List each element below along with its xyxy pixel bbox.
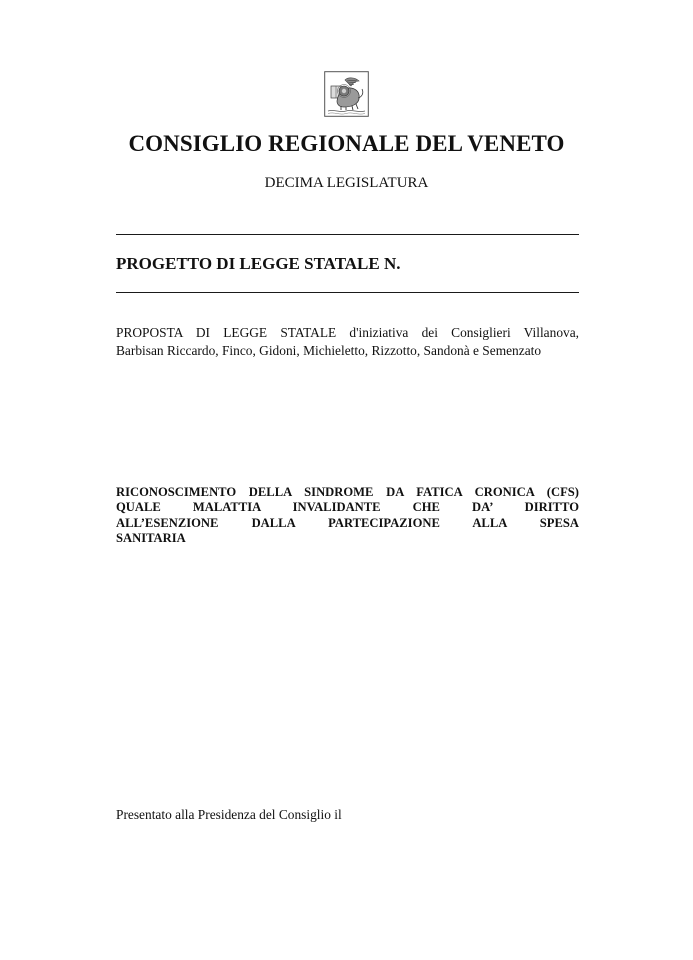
subject-line: RICONOSCIMENTO DELLA SINDROME DA FATICA CRONICA (CFS) <box>116 485 579 499</box>
law-heading: PROGETTO DI LEGGE STATALE N. <box>116 254 401 273</box>
subject-line: SANITARIA <box>116 530 186 545</box>
top-divider <box>116 234 579 235</box>
lion-emblem-icon <box>324 71 369 117</box>
proposal-line: Barbisan Riccardo, Finco, Gidoni, Michieletto, Rizzotto, Sandonà e Semenzato <box>116 342 542 358</box>
bottom-divider <box>116 292 579 293</box>
council-title: CONSIGLIO REGIONALE DEL VENETO <box>128 131 565 156</box>
subject-line: ALL’ESENZIONE DALLA PARTECIPAZIONE ALLA SPESA <box>116 515 579 530</box>
legislature-label: DECIMA LEGISLATURA <box>264 175 429 191</box>
proposal-line: PROPOSTA DI LEGGE STATALE d'iniziativa dei Consiglieri Villanova, <box>116 325 579 340</box>
subject-title <box>116 485 579 546</box>
presentation-note: Presentato alla Presidenza del Consiglio il <box>116 807 342 822</box>
proposal-text <box>116 324 579 359</box>
subject-line: QUALE MALATTIA INVALIDANTE CHE DA’ DIRITTO <box>116 500 579 515</box>
